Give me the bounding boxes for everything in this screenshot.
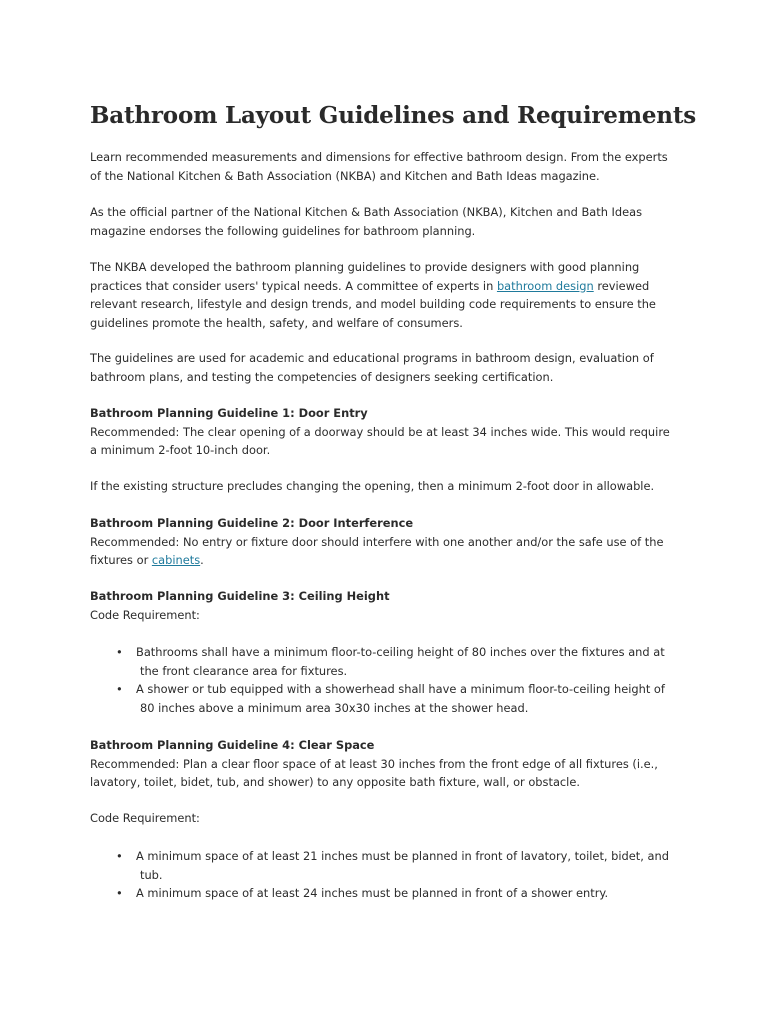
list-item-line-1: A shower or tub equipped with a showerhead shall have a minimum floor-to-ceiling height of bbox=[136, 682, 665, 696]
usage-line-2: bathroom plans, and testing the competencies of designers seeking certification. bbox=[90, 369, 554, 384]
guideline-1 bbox=[90, 404, 680, 460]
list-item-line-2: the front clearance area for fixtures. bbox=[140, 663, 348, 678]
list-item-line-1: A minimum space of at least 21 inches must be planned in front of lavatory, toilet, bidet, and bbox=[136, 849, 669, 863]
guideline-4-code bbox=[90, 809, 680, 828]
list-item-line-2: tub. bbox=[140, 867, 163, 882]
guideline-1-line-2: a minimum 2-foot 10-inch door. bbox=[90, 443, 271, 457]
list-item-line-1: Bathrooms shall have a minimum floor-to-ceiling height of 80 inches over the fixtures and at bbox=[136, 645, 665, 659]
usage-paragraph bbox=[90, 349, 680, 386]
partner-line-1: As the official partner of the National Kitchen & Bath Association (NKBA), Kitchen and Bath Ideas bbox=[90, 205, 643, 219]
nkba-line-4: guidelines promote the health, safety, and welfare of consumers. bbox=[90, 315, 463, 330]
list-item bbox=[90, 884, 680, 903]
page-title: Bathroom Layout Guidelines and Requirements bbox=[90, 102, 696, 129]
bullet-icon: • bbox=[116, 682, 123, 696]
partner-paragraph bbox=[90, 203, 680, 240]
guideline-1-line-1: Recommended: The clear opening of a doorway should be at least 34 inches wide. This would require bbox=[90, 424, 670, 439]
bullet-icon: • bbox=[116, 886, 123, 900]
guideline-3-heading: Bathroom Planning Guideline 3: Ceiling Height bbox=[90, 589, 390, 603]
nkba-line-2-tail: reviewed bbox=[593, 278, 650, 293]
nkba-paragraph bbox=[90, 258, 680, 332]
cabinets-link[interactable]: cabinets bbox=[151, 553, 201, 567]
guideline-2-line-1: Recommended: No entry or fixture door should interfere with one another and/or the safe use of the bbox=[90, 534, 664, 549]
guideline-2-line-2 bbox=[90, 551, 680, 570]
partner-line-2: magazine endorses the following guidelines for bathroom planning. bbox=[90, 223, 476, 238]
nkba-line-3: relevant research, lifestyle and design trends, and model building code requirements to ensure the bbox=[90, 297, 656, 311]
bathroom-design-link[interactable]: bathroom design bbox=[496, 278, 594, 293]
list-item bbox=[90, 643, 680, 680]
guideline-4-list bbox=[90, 847, 680, 903]
intro-line-2: of the National Kitchen & Bath Association (NKBA) and Kitchen and Bath Ideas magazine. bbox=[90, 168, 600, 183]
guideline-3-list bbox=[90, 643, 680, 717]
usage-line-1: The guidelines are used for academic and educational programs in bathroom design, evaluation of bbox=[90, 351, 654, 365]
guideline-4 bbox=[90, 736, 680, 792]
bullet-icon: • bbox=[116, 849, 123, 863]
list-item bbox=[90, 847, 680, 884]
guideline-1-note bbox=[90, 477, 680, 496]
intro-line-1: Learn recommended measurements and dimensions for effective bathroom design. From the experts bbox=[90, 150, 668, 164]
list-item-line-2: 80 inches above a minimum area 30x30 inches at the shower head. bbox=[140, 700, 529, 715]
bullet-icon: • bbox=[116, 645, 123, 659]
nkba-line-2-text: practices that consider users' typical needs. A committee of experts in bbox=[90, 278, 497, 293]
guideline-4-line-2: lavatory, toilet, bidet, tub, and shower) to any opposite bath fixture, wall, or obstacle. bbox=[90, 775, 580, 789]
guideline-2-heading: Bathroom Planning Guideline 2: Door Interference bbox=[90, 516, 414, 530]
guideline-2-line-2-tail: . bbox=[200, 553, 204, 567]
list-item-line-1: A minimum space of at least 24 inches must be planned in front of a shower entry. bbox=[136, 886, 609, 900]
guideline-2-line-2-text: fixtures or bbox=[90, 553, 152, 567]
guideline-3-code-label: Code Requirement: bbox=[90, 607, 200, 622]
guideline-4-code-label: Code Requirement: bbox=[90, 811, 200, 825]
list-item bbox=[90, 680, 680, 717]
guideline-1-note-line: If the existing structure precludes changing the opening, then a minimum 2-foot door in allowable. bbox=[90, 479, 655, 493]
guideline-3 bbox=[90, 587, 680, 624]
nkba-line-2 bbox=[90, 277, 680, 296]
nkba-line-1: The NKBA developed the bathroom planning guidelines to provide designers with good planning bbox=[90, 260, 640, 274]
guideline-2 bbox=[90, 514, 680, 570]
intro-paragraph bbox=[90, 148, 680, 185]
guideline-4-line-1: Recommended: Plan a clear floor space of at least 30 inches from the front edge of all fixtures (i.e., bbox=[90, 756, 658, 771]
guideline-4-heading: Bathroom Planning Guideline 4: Clear Space bbox=[90, 738, 375, 752]
guideline-1-heading: Bathroom Planning Guideline 1: Door Entry bbox=[90, 406, 368, 420]
